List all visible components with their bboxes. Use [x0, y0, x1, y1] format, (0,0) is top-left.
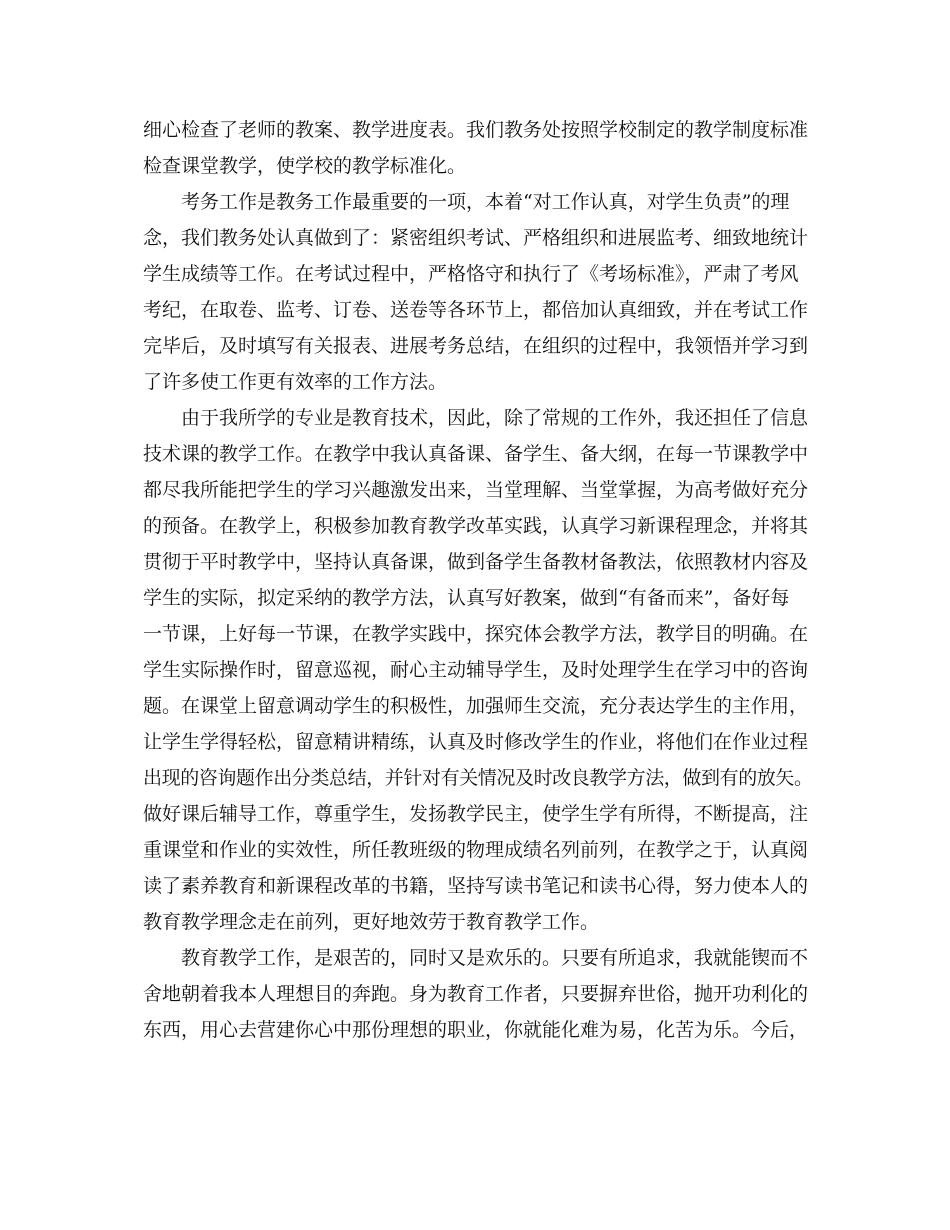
text-line: 考纪，在取卷、监考、订卷、送卷等各环节上，都倍加认真细致，并在考试工作 — [143, 299, 809, 321]
text-line: 了许多使工作更有效率的工作方法。 — [143, 371, 448, 393]
text-line: 教育教学理念走在前列，更好地效劳于教育教学工作。 — [143, 911, 600, 933]
text-line: 做好课后辅导工作，尊重学生，发扬教学民主，使学生学有所得，不断提高，注 — [143, 803, 809, 825]
text-line: 东西，用心去营建你心中那份理想的职业，你就能化难为易，化苦为乐。今后， — [143, 1019, 809, 1041]
text-line: 细心检查了老师的教案、教学进度表。我们教务处按照学校制定的教学制度标准 — [143, 119, 809, 141]
text-line: 都尽我所能把学生的学习兴趣激发出来，当堂理解、当堂掌握，为高考做好充分 — [143, 479, 809, 501]
text-line: 教育教学工作，是艰苦的，同时又是欢乐的。只要有所追求，我就能锲而不 — [181, 947, 809, 969]
text-line: 技术课的教学工作。在教学中我认真备课、备学生、备大纲，在每一节课教学中 — [143, 443, 809, 465]
document-body — [143, 112, 813, 1048]
text-line: 由于我所学的专业是教育技术，因此，除了常规的工作外，我还担任了信息 — [181, 407, 809, 429]
text-line: 出现的咨询题作出分类总结，并针对有关情况及时改良教学方法，做到有的放矢。 — [143, 767, 813, 789]
text-line: 考务工作是教务工作最重要的一项，本着“对工作认真，对学生负责”的理 — [181, 191, 790, 213]
text-line: 念，我们教务处认真做到了：紧密组织考试、严格组织和进展监考、细致地统计 — [143, 227, 809, 249]
text-line: 让学生学得轻松，留意精讲精练，认真及时修改学生的作业，将他们在作业过程 — [143, 731, 809, 753]
text-line: 学生实际操作时，留意巡视，耐心主动辅导学生，及时处理学生在学习中的咨询 — [143, 659, 809, 681]
text-line: 一节课，上好每一节课，在教学实践中，探究体会教学方法，教学目的明确。在 — [143, 623, 809, 645]
text-line: 读了素养教育和新课程改革的书籍，坚持写读书笔记和读书心得，努力使本人的 — [143, 875, 809, 897]
text-line: 贯彻于平时教学中，坚持认真备课，做到备学生备教材备教法，依照教材内容及 — [143, 551, 809, 573]
text-line: 学生的实际，拟定采纳的教学方法，认真写好教案，做到“有备而来”，备好每 — [143, 587, 790, 609]
text-line: 检查课堂教学，使学校的教学标准化。 — [143, 155, 467, 177]
text-line: 题。在课堂上留意调动学生的积极性，加强师生交流，充分表达学生的主作用， — [143, 695, 809, 717]
text-line: 舍地朝着我本人理想目的奔跑。身为教育工作者，只要摒弃世俗，抛开功利化的 — [143, 983, 809, 1005]
text-line: 重课堂和作业的实效性，所任教班级的物理成绩名列前列，在教学之于，认真阅 — [143, 839, 809, 861]
text-line: 的预备。在教学上，积极参加教育教学改革实践，认真学习新课程理念，并将其 — [143, 515, 809, 537]
text-line: 学生成绩等工作。在考试过程中，严格恪守和执行了《考场标准》，严肃了考风 — [143, 263, 799, 285]
text-line: 完毕后，及时填写有关报表、进展考务总结，在组织的过程中，我领悟并学习到 — [143, 335, 809, 357]
